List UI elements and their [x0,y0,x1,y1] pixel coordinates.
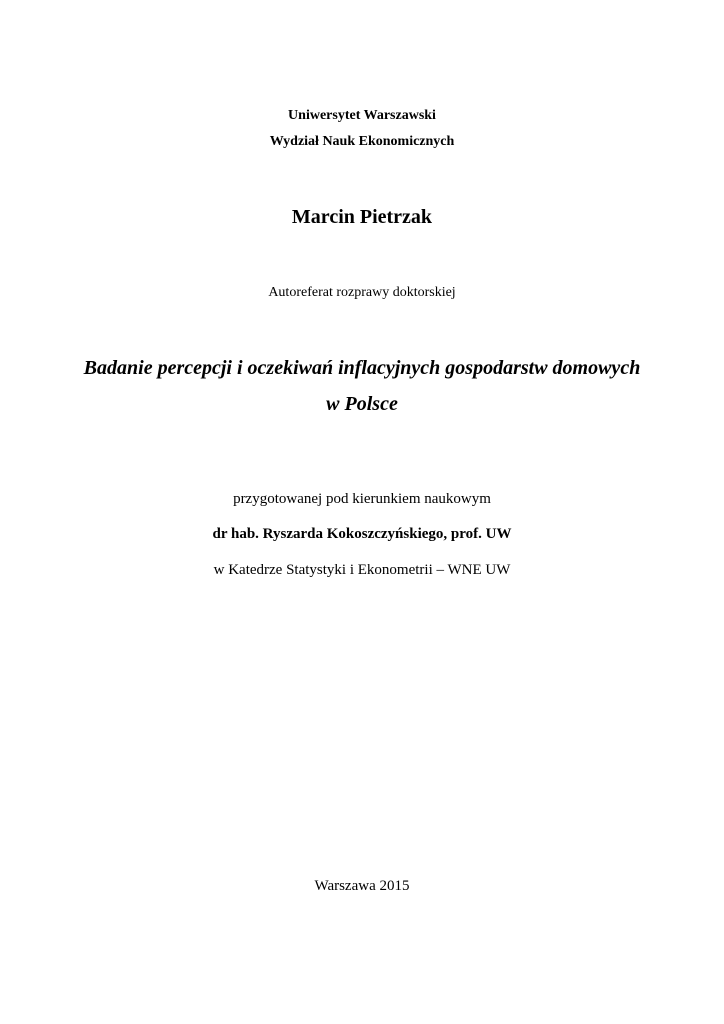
document-type: Autoreferat rozprawy doktorskiej [268,285,456,300]
thesis-title-line-1: Badanie percepcji i oczekiwań inflacyjnych gospodarstw domowych [83,357,641,379]
department-text: w Katedrze Statystyki i Ekonometrii – WNE UW [213,562,511,578]
supervisor-name: dr hab. Ryszarda Kokoszczyńskiego, prof. UW [212,526,512,542]
faculty-name: Wydział Nauk Ekonomicznych [269,134,455,149]
author-name: Marcin Pietrzak [291,206,433,228]
thesis-title-line-2: w Polsce [326,393,398,415]
place-and-year: Warszawa 2015 [314,878,410,894]
university-name: Uniwersytet Warszawski [288,108,436,123]
prepared-under-text: przygotowanej pod kierunkiem naukowym [233,491,491,507]
